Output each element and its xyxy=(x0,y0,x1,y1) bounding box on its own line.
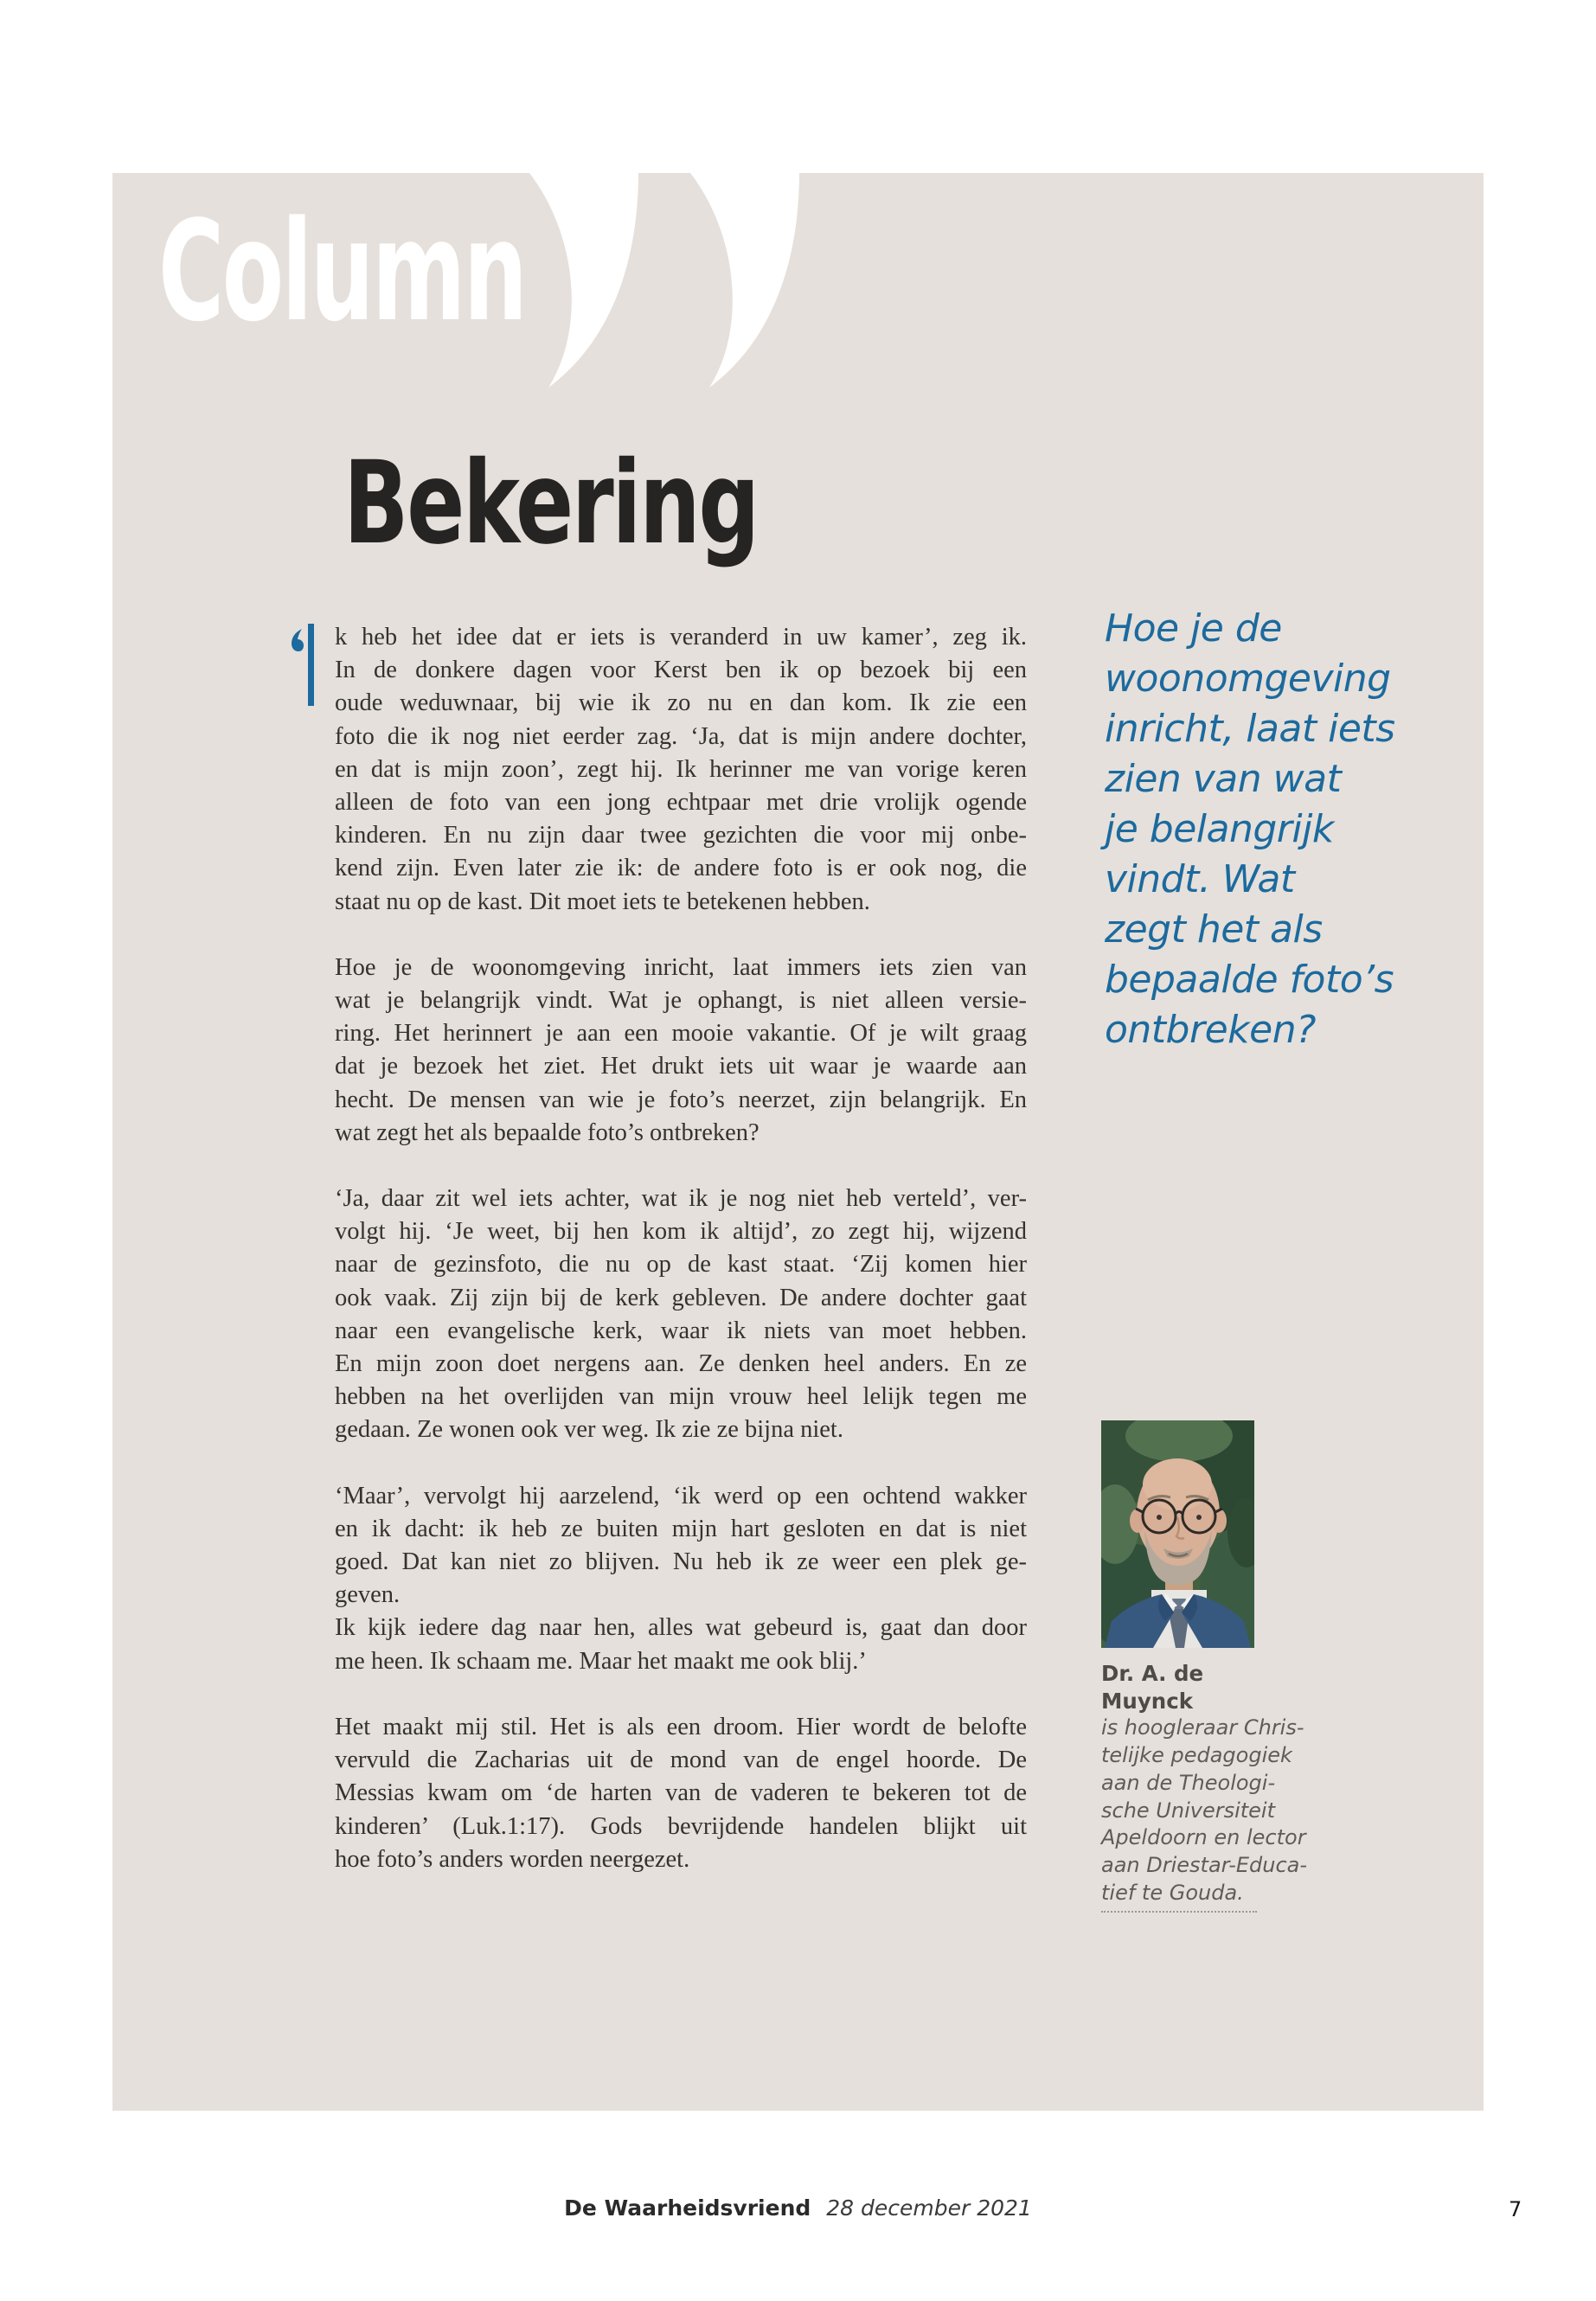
author-caption xyxy=(1101,1660,1308,1913)
text-line: geven. xyxy=(335,1581,401,1609)
text-line: goed. Dat kan niet zo blijven. Nu heb ik ze weer een plek ge- xyxy=(335,1548,1027,1576)
author-bio xyxy=(1101,1715,1308,1907)
opening-quote-glyph xyxy=(292,629,304,651)
author-bio-line: sche Universiteit xyxy=(1101,1798,1276,1823)
author-bio-line: is hoogleraar Chris- xyxy=(1101,1715,1304,1740)
text-line: Het maakt mij stil. Het is als een droom. Hier wordt de belofte xyxy=(335,1713,1027,1740)
paragraph-3 xyxy=(335,1183,1027,1447)
author-bio-line: telijke pedagogiek xyxy=(1101,1743,1292,1768)
text-line: wat zegt het als bepaalde foto’s ontbreken? xyxy=(335,1118,760,1146)
pull-quote-line: bepaalde foto’s xyxy=(1105,958,1394,1002)
author-photo xyxy=(1101,1420,1254,1648)
text-line: ook vaak. Zij zijn bij de kerk gebleven. De andere dochter gaat xyxy=(335,1284,1027,1311)
text-line: In de donkere dagen voor Kerst ben ik op bezoek bij een xyxy=(335,657,1027,684)
pull-quote-line: vindt. Wat xyxy=(1105,857,1295,901)
caption-divider xyxy=(1101,1911,1257,1913)
magazine-name: De Waarheidsvriend xyxy=(564,2195,811,2221)
paragraph-1 xyxy=(335,621,1027,919)
pull-quote-line: woonomgeving xyxy=(1105,657,1391,701)
pull-quote xyxy=(1105,604,1503,1055)
text-line: en ik dacht: ik heb ze buiten mijn hart gesloten en dat is niet xyxy=(335,1515,1027,1542)
text-line: wat je belangrijk vindt. Wat je ophangt, is niet alleen versie- xyxy=(335,987,1027,1015)
text-line: Ik kijk iedere dag naar hen, alles wat gebeurd is, gaat dan door xyxy=(335,1614,1027,1642)
text-line: ring. Het herinnert je aan een mooie vakantie. Of je wilt graag xyxy=(335,1020,1027,1048)
text-line: En mijn zoon doet nergens aan. Ze denken heel anders. En ze xyxy=(335,1350,1027,1378)
text-line: naar de gezinsfoto, die nu op de kast staat. ‘Zij komen hier xyxy=(335,1251,1027,1279)
text-line: oude weduwnaar, bij wie ik zo nu en dan kom. Ik zie een xyxy=(335,689,1027,717)
drop-cap-bar xyxy=(308,624,314,706)
page-number: 7 xyxy=(1509,2197,1522,2221)
pull-quote-line: zegt het als xyxy=(1105,907,1323,952)
pull-quote-line: je belangrijk xyxy=(1105,807,1334,851)
text-line: ‘Ja, daar zit wel iets achter, wat ik je nog niet heb verteld’, ver- xyxy=(335,1185,1027,1213)
text-line: vervuld die Zacharias uit de mond van de engel hoorde. De xyxy=(335,1747,1027,1774)
article-body xyxy=(335,621,1027,1876)
column-panel xyxy=(112,173,1484,2111)
text-line: gedaan. Ze wonen ook ver weg. Ik zie ze bijna niet. xyxy=(335,1416,843,1444)
text-line: foto die ik nog niet eerder zag. ‘Ja, dat is mijn andere dochter, xyxy=(335,722,1027,750)
paragraph-4 xyxy=(335,1480,1027,1678)
text-line: k heb het idee dat er iets is veranderd in uw kamer’, zeg ik. xyxy=(335,624,1027,651)
author-bio-line: Apeldoorn en lector xyxy=(1101,1825,1306,1850)
author-bio-line: aan de Theologi- xyxy=(1101,1770,1276,1795)
paragraph-2 xyxy=(335,952,1027,1150)
author-bio-line: aan Driestar-Educa- xyxy=(1101,1852,1308,1877)
author-bio-line: tief te Gouda. xyxy=(1101,1880,1244,1905)
text-line: en dat is mijn zoon’, zegt hij. Ik herinner me van vorige keren xyxy=(335,755,1027,783)
text-line: kend zijn. Even later zie ik: de andere foto is er ook nog, die xyxy=(335,855,1027,882)
article-title xyxy=(343,437,896,570)
author-name: Dr. A. de Muynck xyxy=(1101,1661,1204,1714)
text-line: hoe foto’s anders worden neergezet. xyxy=(335,1845,690,1873)
text-line: kinderen. En nu zijn daar twee gezichten die voor mij onbe- xyxy=(335,822,1027,849)
text-line: volgt hij. ‘Je weet, bij hen kom ik altijd’, zo zegt hij, wijzend xyxy=(335,1218,1027,1246)
portrait-image xyxy=(1101,1420,1254,1648)
page-footer xyxy=(0,2195,1596,2221)
issue-date: 28 december 2021 xyxy=(826,2195,1032,2221)
column-section-label-text: Column xyxy=(158,190,526,352)
text-line: Messias kwam om ‘de harten van de vaderen te bekeren tot de xyxy=(335,1779,1027,1807)
pull-quote-line: Hoe je de xyxy=(1105,606,1282,651)
text-line: hecht. De mensen van wie je foto’s neerzet, zijn belangrijk. En xyxy=(335,1086,1027,1113)
text-line: alleen de foto van een jong echtpaar met drie vrolijk ogende xyxy=(335,789,1027,817)
quotation-marks-icon xyxy=(519,173,813,394)
text-line: hebben na het overlijden van mijn vrouw heel lelijk tegen me xyxy=(335,1383,1027,1411)
text-line: naar een evangelische kerk, waar ik niets van moet hebben. xyxy=(335,1317,1027,1344)
pull-quote-line: zien van wat xyxy=(1105,757,1342,801)
text-line: ‘Maar’, vervolgt hij aarzelend, ‘ik werd op een ochtend wakker xyxy=(335,1482,1027,1509)
paragraph-5 xyxy=(335,1711,1027,1876)
pull-quote-line: ontbreken? xyxy=(1105,1008,1316,1052)
text-line: kinderen’ (Luk.1:17). Gods bevrijdende handelen blijkt uit xyxy=(335,1812,1027,1840)
opening-quote-mark xyxy=(292,629,304,651)
text-line: me heen. Ik schaam me. Maar het maakt me ook blij.’ xyxy=(335,1647,867,1675)
pull-quote-line: inricht, laat iets xyxy=(1105,707,1395,751)
text-line: Hoe je de woonomgeving inricht, laat immers iets zien van xyxy=(335,953,1027,981)
text-line: dat je bezoek het ziet. Het drukt iets uit waar je waarde aan xyxy=(335,1053,1027,1080)
article-title-text: Bekering xyxy=(343,437,759,570)
text-line: staat nu op de kast. Dit moet iets te betekenen hebben. xyxy=(335,888,870,915)
